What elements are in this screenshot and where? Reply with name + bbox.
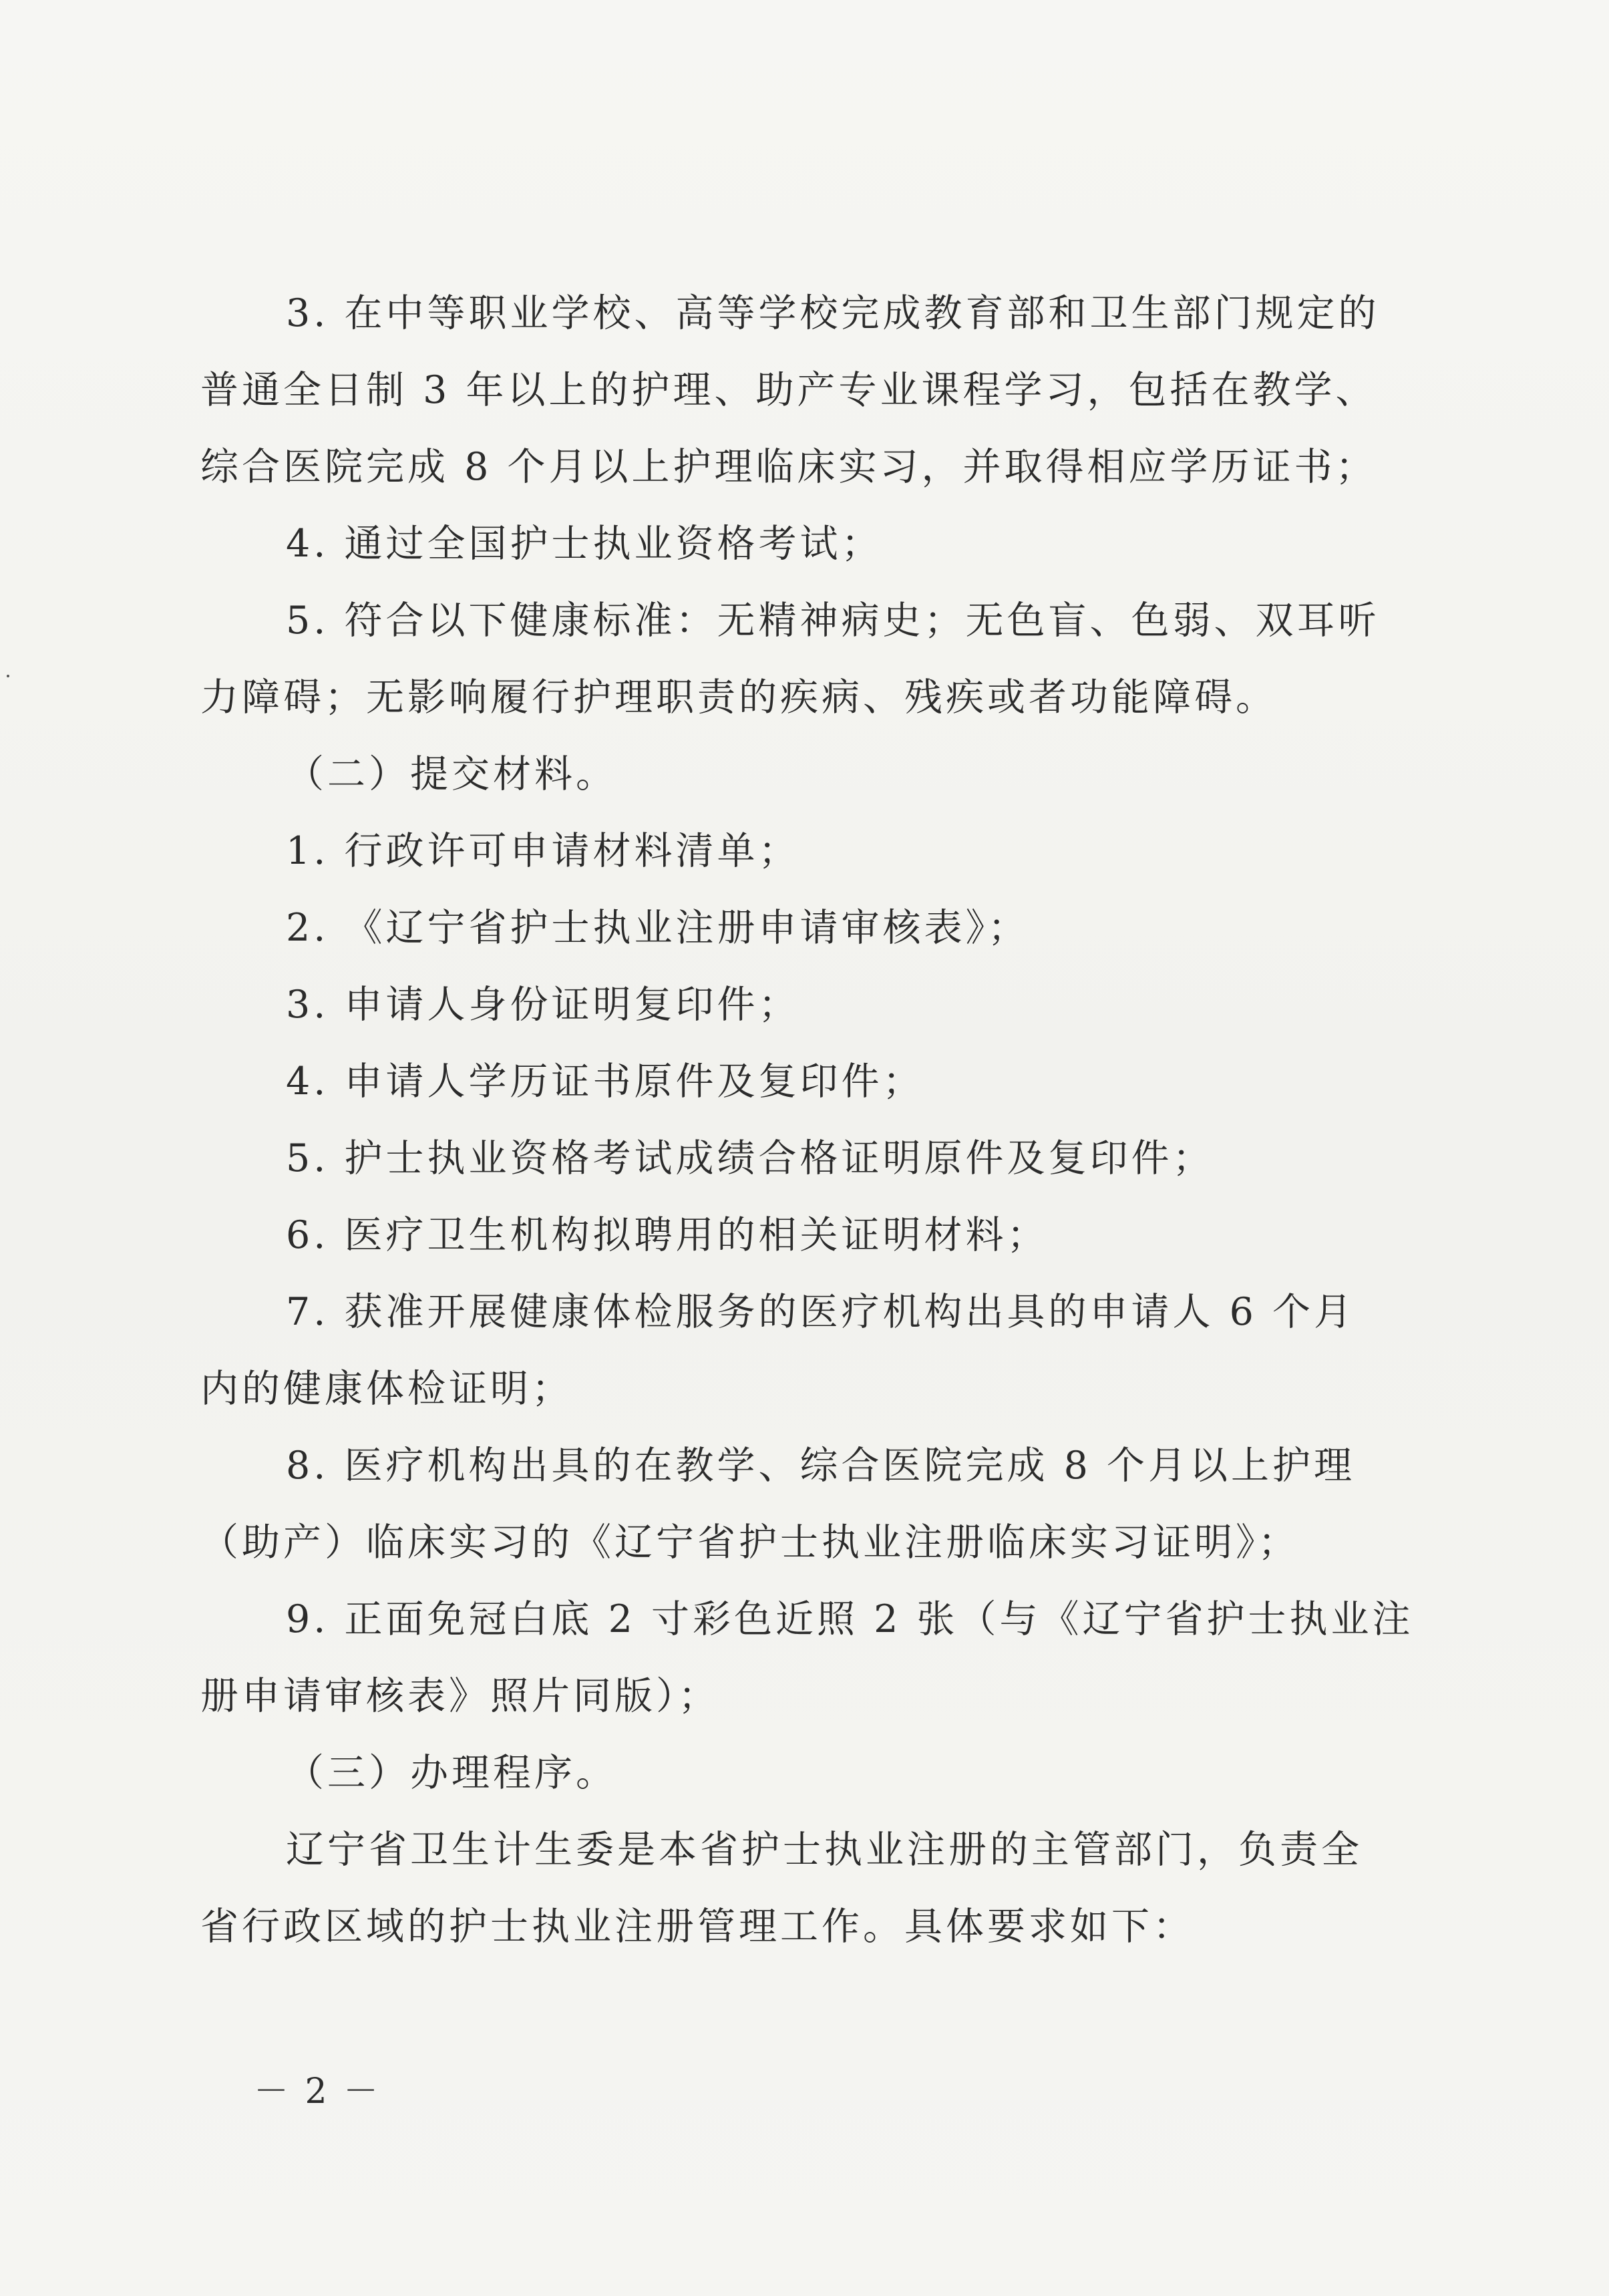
list-item: 5. 护士执业资格考试成绩合格证明原件及复印件； (286, 1136, 1214, 1180)
list-item: 3. 申请人身份证明复印件； (286, 983, 800, 1027)
paragraph-line: 辽宁省卫生计生委是本省护士执业注册的主管部门，负责全 (286, 1828, 1363, 1872)
paragraph-line: 3. 在中等职业学校、高等学校完成教育部和卫生部门规定的 (286, 291, 1380, 335)
list-item-continuation: 内的健康体检证明； (200, 1367, 573, 1411)
document-body (200, 275, 1443, 1965)
list-item: 2. 《辽宁省护士执业注册申请审核表》； (286, 906, 1030, 950)
scan-speck (7, 675, 9, 677)
paragraph-line: 4. 通过全国护士执业资格考试； (286, 522, 883, 566)
paragraph-line: 力障碍；无影响履行护理职责的疾病、残疾或者功能障碍。 (200, 675, 1277, 719)
list-item-continuation: （助产）临床实习的《辽宁省护士执业注册临床实习证明》； (200, 1520, 1300, 1565)
list-item: 9. 正面免冠白底 2 寸彩色近照 2 张（与《辽宁省护士执业注 (286, 1597, 1414, 1641)
section-heading: （三）办理程序。 (286, 1751, 617, 1795)
list-item: 8. 医疗机构出具的在教学、综合医院完成 8 个月以上护理 (286, 1444, 1356, 1488)
paragraph-line: 5. 符合以下健康标准：无精神病史；无色盲、色弱、双耳听 (286, 599, 1380, 643)
paragraph-line: 省行政区域的护士执业注册管理工作。具体要求如下： (200, 1905, 1194, 1949)
page-number: － 2 － (254, 2072, 381, 2112)
list-item: 6. 医疗卫生机构拟聘用的相关证明材料； (286, 1213, 1049, 1257)
paragraph-line: 普通全日制 3 年以上的护理、助产专业课程学习，包括在教学、 (200, 368, 1377, 412)
list-item: 7. 获准开展健康体检服务的医疗机构出具的申请人 6 个月 (286, 1290, 1356, 1334)
paragraph-line: 综合医院完成 8 个月以上护理临床实习，并取得相应学历证书； (200, 445, 1377, 489)
list-item: 1. 行政许可申请材料清单； (286, 829, 800, 873)
list-item: 4. 申请人学历证书原件及复印件； (286, 1059, 924, 1104)
list-item-continuation: 册申请审核表》照片同版）； (200, 1674, 720, 1718)
section-heading: （二）提交材料。 (286, 752, 617, 796)
